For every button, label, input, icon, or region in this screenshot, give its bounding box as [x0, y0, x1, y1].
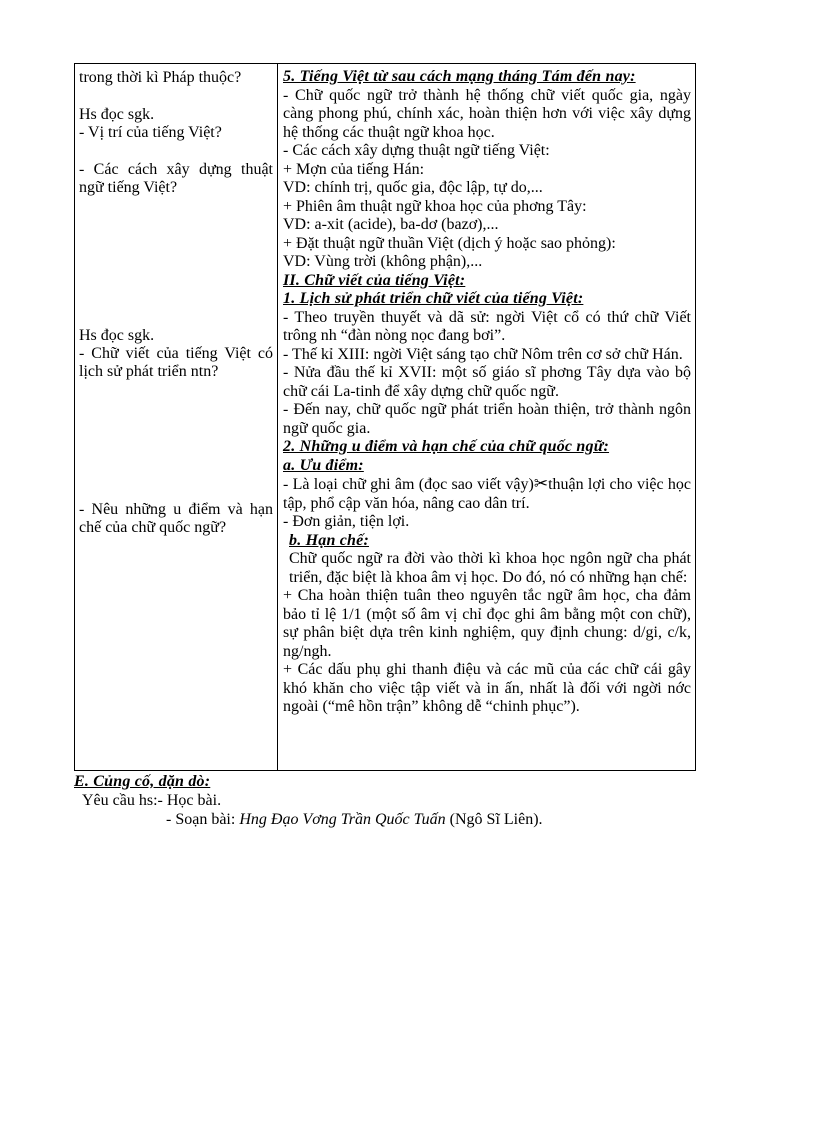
left-column [79, 69, 273, 537]
paragraph: - Nửa đầu thế kỉ XVII: một số giáo sĩ phơng Tây dựa vào bộ chữ cái La-tinh để xây dựng chữ quốc ngữ. [283, 364, 691, 400]
right-column [283, 68, 691, 717]
paragraph: + Cha hoàn thiện tuân theo nguyên tắc ngữ âm học, cha đảm bảo tỉ lệ 1/1 (một số âm vị chỉ đọc ghi âm bằng một con chữ), sự phân biệt dựa trên kinh nghiệm, quy định chung: d/gi, c/k, ng/ngh. [283, 587, 691, 660]
lesson-table [74, 63, 696, 771]
footer-line: Yêu cầu hs:- Học bài. [82, 792, 222, 809]
paragraph-part: - Là loại chữ ghi âm (đọc sao viết vậy) [283, 476, 534, 493]
left-line: - Chữ viết của tiếng Việt có lịch sử phát triển ntn? [79, 345, 273, 380]
scissors-icon: ✂ [533, 474, 549, 494]
section-heading: II. Chữ viết của tiếng Việt: [283, 271, 466, 289]
left-line: - Nêu những u điểm và hạn chế của chữ quốc ngữ? [79, 501, 273, 536]
paragraph: - Chữ quốc ngữ trở thành hệ thống chữ viết quốc gia, ngày càng phong phú, chính xác, hoàn thiện hơn với việc xây dựng hệ thống các thuật ngữ khoa học. [283, 86, 691, 141]
paragraph: - Đơn giản, tiện lợi. [283, 513, 410, 530]
paragraph: VD: a-xit (acide), ba-dơ (bazơ),... [283, 216, 499, 233]
paragraph: - Các cách xây dựng thuật ngữ tiếng Việt: [283, 142, 550, 159]
paragraph: + Mợn của tiếng Hán: [283, 160, 425, 178]
left-line: Hs đọc sgk. [79, 327, 155, 344]
paragraph: VD: chính trị, quốc gia, độc lập, tự do,... [283, 179, 543, 196]
paragraph: + Phiên âm thuật ngữ khoa học của phơng Tây: [283, 197, 587, 215]
paragraph: - Thế kỉ XIII: ngời Việt sáng tạo chữ Nôm trên cơ sở chữ Hán. [283, 345, 683, 363]
section-heading: 1. Lịch sử phát triển chữ viết của tiếng Việt: [283, 290, 584, 307]
paragraph: + Đặt thuật ngữ thuần Việt (dịch ý hoặc sao phỏng): [283, 234, 616, 252]
footer-suffix: (Ngô Sĩ Liên). [445, 811, 543, 828]
paragraph-part: thuận lợi cho việc học tập, phổ cập văn hóa, nâng cao dân trí. [283, 476, 691, 512]
lesson-title: Hng Đạo Vơng Trần Quốc Tuấn [239, 811, 446, 828]
section-heading: b. Hạn chế: [289, 531, 369, 549]
footer-line [74, 810, 714, 829]
footer-section [74, 772, 714, 829]
left-line: - Các cách xây dựng thuật ngữ tiếng Việt? [79, 161, 273, 196]
paragraph [283, 475, 691, 513]
column-divider [277, 64, 278, 770]
paragraph: Chữ quốc ngữ ra đời vào thời kì khoa học ngôn ngữ cha phát triển, đặc biệt là khoa âm vị học. Do đó, nó có những hạn chế: [289, 550, 691, 586]
section-heading: 5. Tiếng Việt từ sau cách mạng tháng Tám đến nay: [283, 68, 636, 85]
footer-prefix: - Soạn bài: [166, 811, 240, 828]
left-line: Hs đọc sgk. [79, 106, 155, 123]
paragraph: + Các dấu phụ ghi thanh điệu và các mũ của các chữ cái gây khó khăn cho việc tập viết và in ấn, nhất là đối với ngời nớc ngoài (“mê hồn trận” không dễ “chinh phục”). [283, 661, 691, 715]
paragraph: - Đến nay, chữ quốc ngữ phát triển hoàn thiện, trở thành ngôn ngữ quốc gia. [283, 401, 691, 437]
left-line: trong thời kì Pháp thuộc? [79, 69, 242, 86]
section-heading: 2. Những u điểm và hạn chế của chữ quốc ngữ: [283, 438, 610, 455]
left-line: - Vị trí của tiếng Việt? [79, 124, 222, 141]
paragraph: - Theo truyền thuyết và dã sử: ngời Việt cổ có thứ chữ Viết trông nh “đàn nòng nọc đang bơi”. [283, 308, 691, 344]
section-heading: a. Ưu điểm: [283, 456, 364, 474]
section-heading: E. Củng cố, dặn dò: [74, 773, 211, 790]
paragraph: VD: Vùng trời (không phận),... [283, 253, 483, 270]
